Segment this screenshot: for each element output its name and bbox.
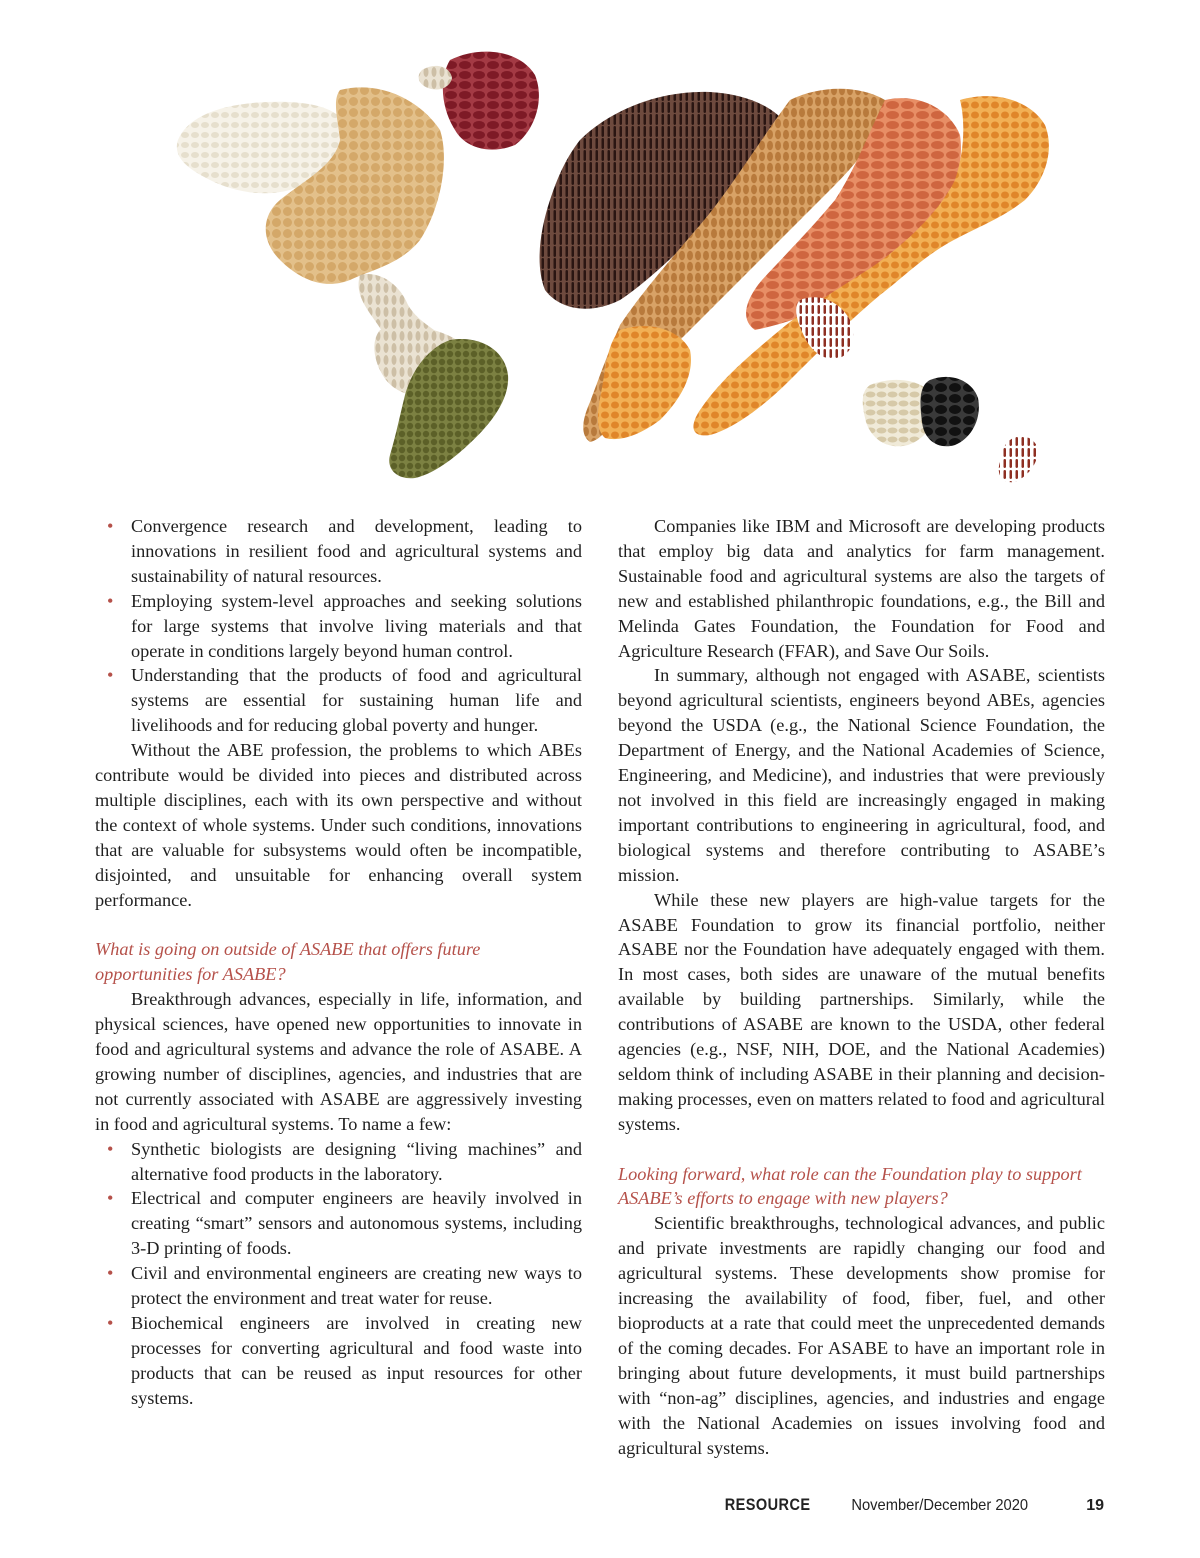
paragraph: While these new players are high-value targets for the ASABE Foundation to grow its financial portfolio, neither ASABE nor the Foundation have adequately engaged with them. In most cases, both sides are unaware of the mutual benefits available by building partnerships. Similarly, while the contributions of ASABE are known to the USDA, other federal agencies (e.g., NSF, NIH, DOE, and the National Academies) seldom think of including ASABE in their planning and decision-making processes, even on matters related to food and agricultural systems. (618, 889, 1105, 1134)
africa-corn (598, 326, 691, 439)
page-footer (713, 1496, 1104, 1520)
bullet-item: • Civil and environmental engineers are creating new ways to protect the environment and treat water for reuse. (95, 1261, 582, 1311)
australia-black-beans (920, 377, 978, 446)
bullet-item: • Employing system-level approaches and seeking solutions for large systems that involve living materials and that operate in conditions largely beyond human control. (95, 589, 582, 664)
world-map-illustration (150, 30, 1070, 500)
left-text-column (95, 514, 582, 1411)
bullet-item: • Biochemical engineers are involved in creating new processes for converting agricultural and food waste into products that can be reused as input resources for other systems. (95, 1311, 582, 1411)
arctic-barley (419, 66, 452, 90)
section-heading: Looking forward, what role can the Foundation play to support ASABE’s efforts to engage with new players? (618, 1163, 1082, 1209)
bullet-list-2 (95, 1137, 582, 1411)
section-heading: What is going on outside of ASABE that offers future opportunities for ASABE? (95, 939, 481, 985)
new-zealand-red-rice (999, 436, 1038, 482)
paragraph: Breakthrough advances, especially in life, information, and physical sciences, have opened new opportunities to innovate in food and agricultural systems and advance the role of ASABE. A growing number of disciplines, agencies, and industries that are not currently associated with ASABE are aggressively investing in food and agricultural systems. To name a few: (95, 989, 582, 1134)
right-text-column (618, 514, 1105, 1460)
paragraph: Companies like IBM and Microsoft are developing products that employ big data and analytics for farm management. Sustainable food and agricultural systems are also the targets of new and established philanthropic foundations, e.g., the Bill and Melinda Gates Foundation, the Foundation for Food and Agriculture Research (FFAR), and Save Our Soils. (618, 516, 1105, 661)
greenland-kidney-beans (443, 52, 539, 150)
bullet-item: • Convergence research and development, leading to innovations in resilient food and agricultural systems and sustainability of natural resources. (95, 514, 582, 589)
issue-date: November/December 2020 (851, 1497, 1029, 1514)
paragraph: Without the ABE profession, the problems to which ABEs contribute would be divided into pieces and distributed across multiple disciplines, each with its own perspective and without the context of whole systems. Under such conditions, innovations that are valuable for subsystems would often be incompatible, disjointed, and unsuitable for enhancing overall system performance. (95, 740, 582, 910)
paragraph: In summary, although not engaged with ASABE, scientists beyond agricultural scientists, engineers beyond ABEs, agencies beyond the USDA (e.g., the National Science Foundation, the Department of Energy, and the National Academies of Science, Engineering, and Medicine), and industries that were previously not involved in this field are increasingly engaged in making important contributions to engineering in agricultural, food, and biological systems and therefore contributing to ASABE’s mission. (618, 665, 1105, 885)
bullet-item: • Understanding that the products of food and agricultural systems are essential for sustaining human life and livelihoods and for reducing global poverty and hunger. (95, 663, 582, 738)
magazine-name: RESOURCE (724, 1496, 811, 1514)
paragraph: Scientific breakthroughs, technological advances, and public and private investments are rapidly changing our food and agricultural systems. These developments show promise for increasing the availability of food, fiber, fuel, and other bioproducts at a rate that could meet the unprecedented demands of the coming decades. For ASABE to have an important role in bringing about future developments, it must build partnerships with “non-ag” disciplines, agencies, and industries and engage with the National Academies on issues involving food and agricultural systems. (618, 1213, 1105, 1458)
grain-world-map-image (150, 30, 1070, 500)
bullet-item: • Synthetic biologists are designing “living machines” and alternative food products in the laboratory. (95, 1137, 582, 1187)
bullet-item: • Electrical and computer engineers are heavily involved in creating “smart” sensors and autonomous systems, including 3-D printing of foods. (95, 1186, 582, 1261)
bullet-list-1 (95, 514, 582, 738)
page-number: 19 (1086, 1497, 1104, 1514)
